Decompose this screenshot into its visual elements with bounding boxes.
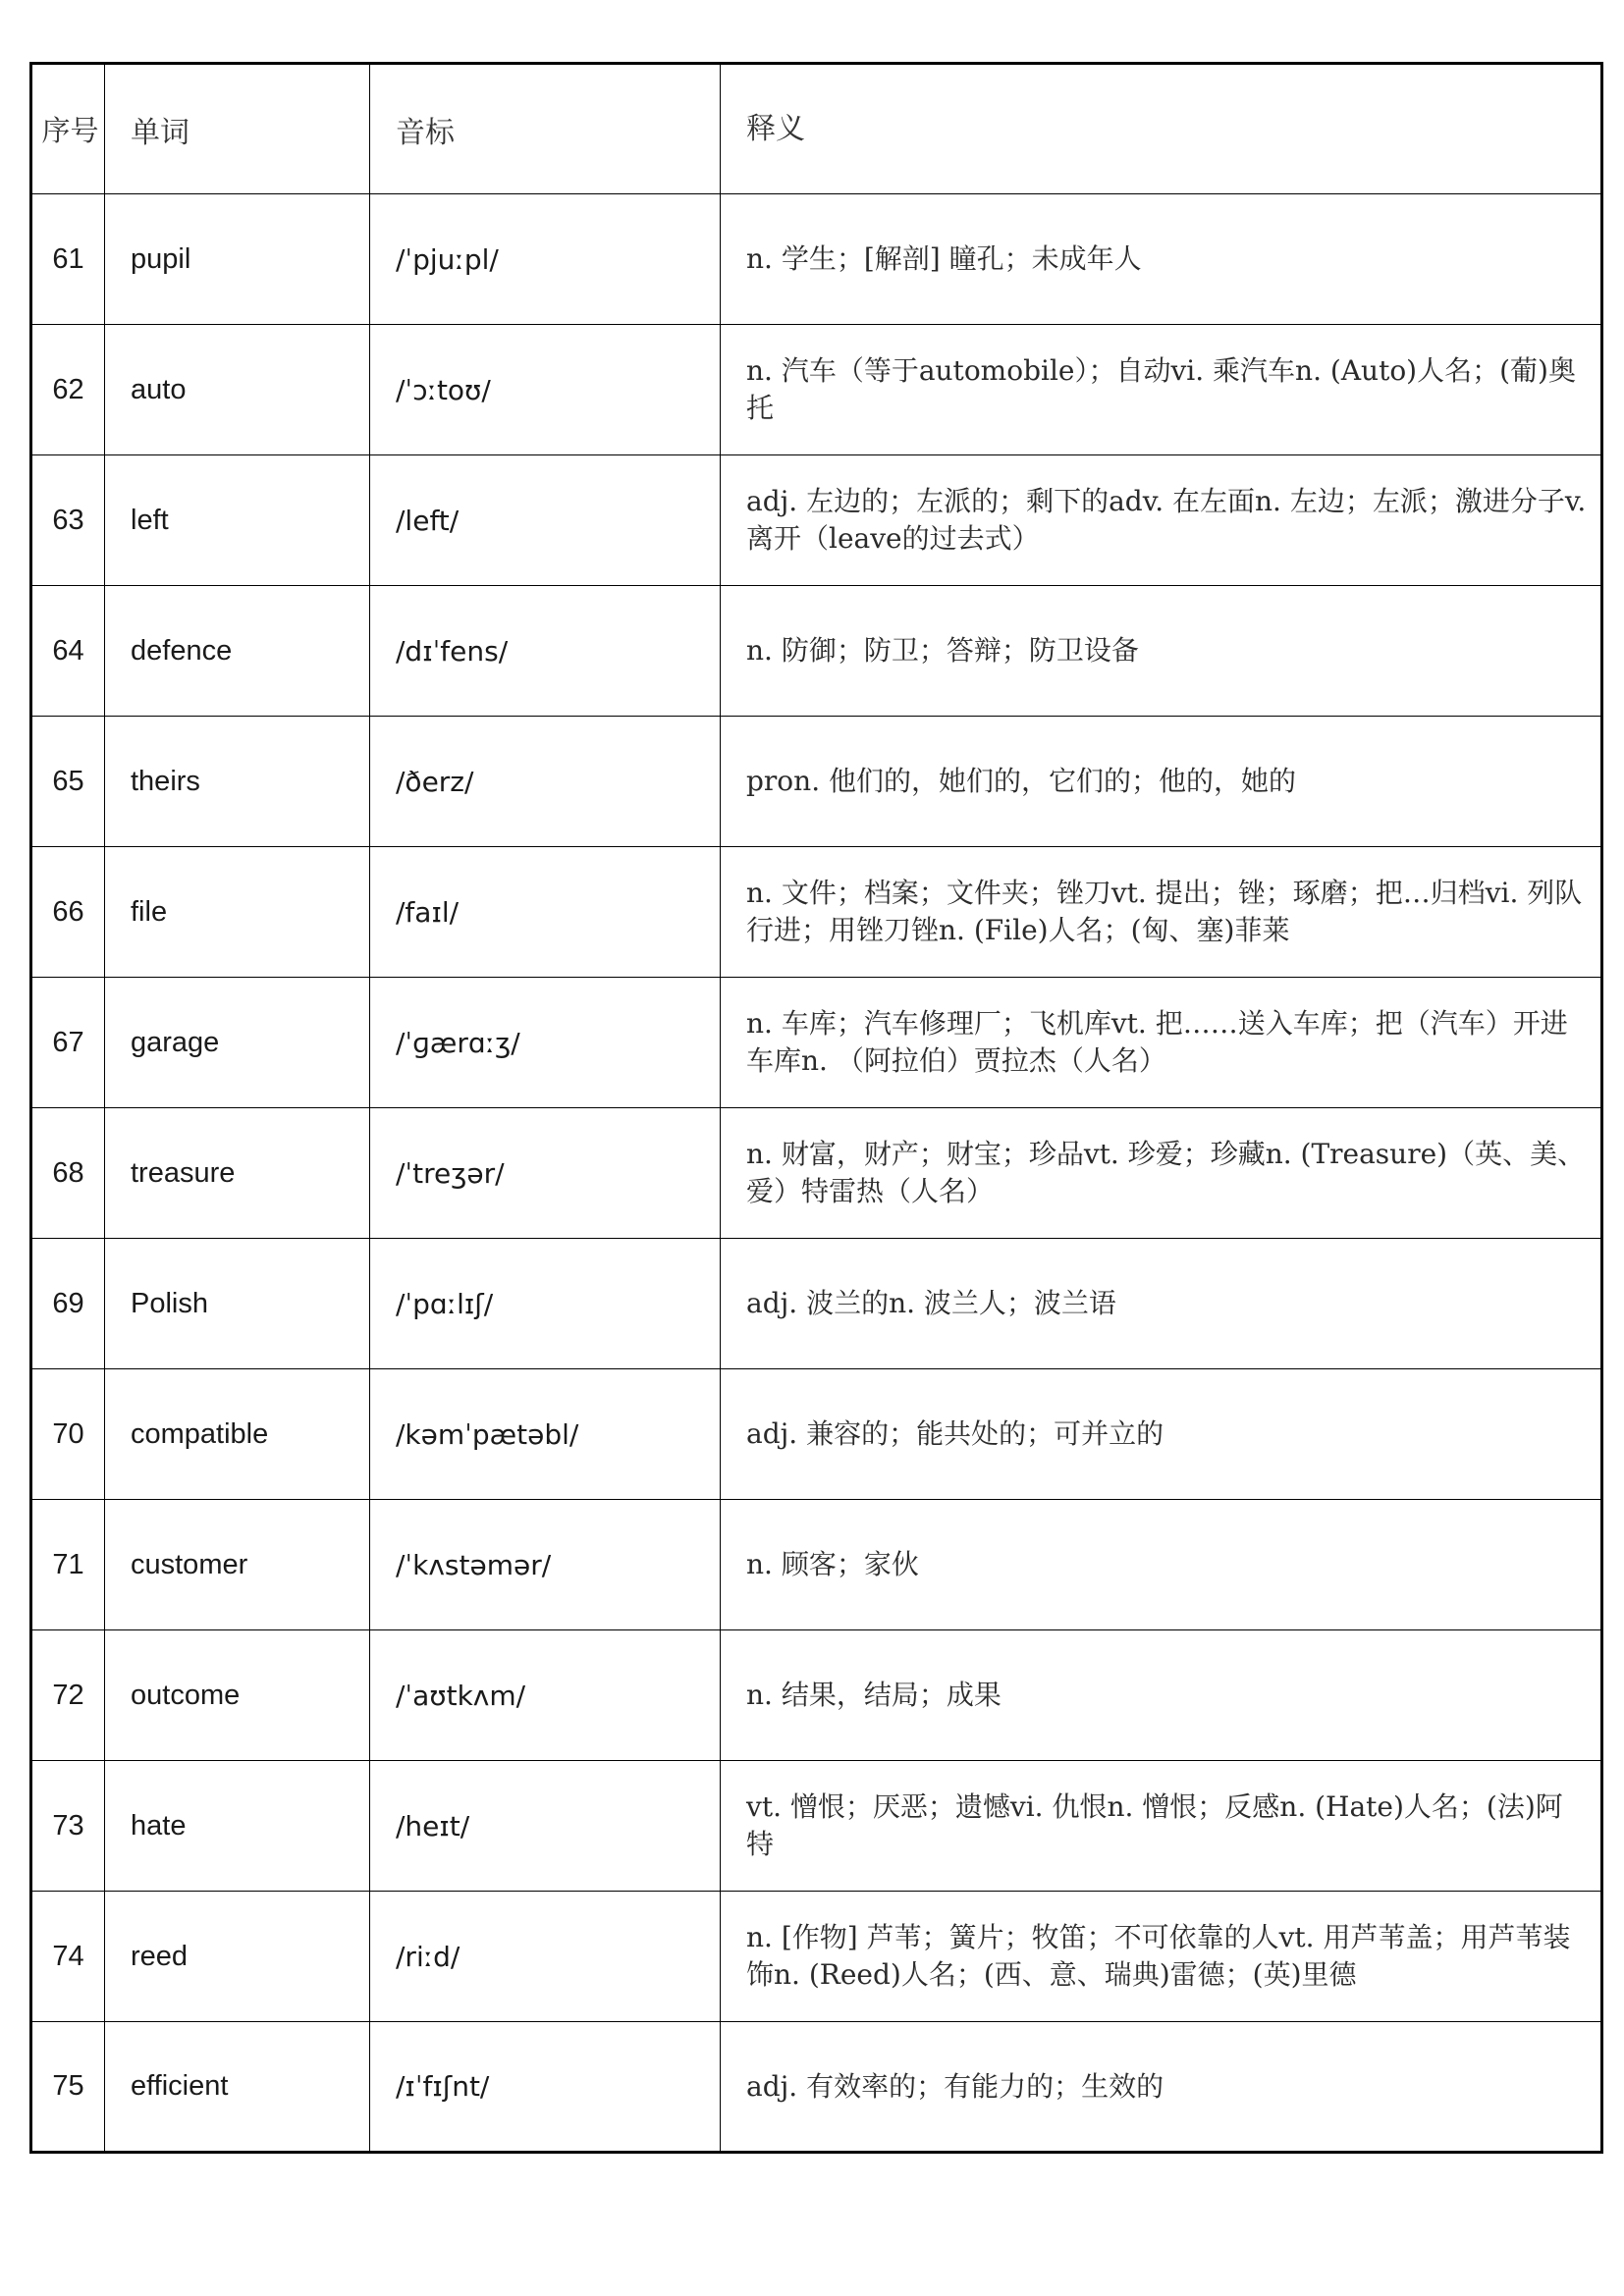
header-row	[31, 64, 1602, 194]
row-word: reed	[105, 1892, 370, 2022]
table-row	[31, 2022, 1602, 2153]
row-phonetic: /dɪˈfens/	[370, 586, 721, 717]
row-phonetic: /riːd/	[370, 1892, 721, 2022]
row-phonetic: /ðerz/	[370, 717, 721, 847]
table-row	[31, 586, 1602, 717]
row-word: outcome	[105, 1630, 370, 1761]
row-definition: adj. 有效率的；有能力的；生效的	[721, 2022, 1602, 2153]
row-word: left	[105, 455, 370, 586]
row-word: defence	[105, 586, 370, 717]
row-word: Polish	[105, 1239, 370, 1369]
row-word: pupil	[105, 194, 370, 325]
row-definition: n. 顾客；家伙	[721, 1500, 1602, 1630]
row-number: 68	[31, 1108, 105, 1239]
vocabulary-table	[29, 62, 1603, 2154]
row-phonetic: /kəmˈpætəbl/	[370, 1369, 721, 1500]
row-phonetic: /ˈkʌstəmər/	[370, 1500, 721, 1630]
row-word: treasure	[105, 1108, 370, 1239]
row-phonetic: /ˈaʊtkʌm/	[370, 1630, 721, 1761]
header-number: 序号	[31, 64, 105, 194]
row-definition: vt. 憎恨；厌恶；遗憾vi. 仇恨n. 憎恨；反感n. (Hate)人名；(法)阿特	[721, 1761, 1602, 1892]
row-word: auto	[105, 325, 370, 455]
row-word: garage	[105, 978, 370, 1108]
table-row	[31, 455, 1602, 586]
row-definition: pron. 他们的，她们的，它们的；他的，她的	[721, 717, 1602, 847]
row-word: compatible	[105, 1369, 370, 1500]
table-row	[31, 717, 1602, 847]
row-number: 75	[31, 2022, 105, 2153]
row-phonetic: /ˈtreʒər/	[370, 1108, 721, 1239]
row-definition: n. 防御；防卫；答辩；防卫设备	[721, 586, 1602, 717]
row-definition: adj. 波兰的n. 波兰人；波兰语	[721, 1239, 1602, 1369]
table-row	[31, 978, 1602, 1108]
table-row	[31, 1761, 1602, 1892]
row-definition: n. 汽车（等于automobile）；自动vi. 乘汽车n. (Auto)人名；(葡)奥托	[721, 325, 1602, 455]
row-number: 70	[31, 1369, 105, 1500]
row-definition: n. 学生；[解剖] 瞳孔；未成年人	[721, 194, 1602, 325]
row-phonetic: /left/	[370, 455, 721, 586]
header-word: 单词	[105, 64, 370, 194]
row-definition: n. 财富，财产；财宝；珍品vt. 珍爱；珍藏n. (Treasure)（英、美、爱）特雷热（人名）	[721, 1108, 1602, 1239]
row-number: 66	[31, 847, 105, 978]
row-definition: n. 文件；档案；文件夹；锉刀vt. 提出；锉；琢磨；把…归档vi. 列队行进；用锉刀锉n. (File)人名；(匈、塞)菲莱	[721, 847, 1602, 978]
row-phonetic: /faɪl/	[370, 847, 721, 978]
row-word: file	[105, 847, 370, 978]
row-number: 63	[31, 455, 105, 586]
row-definition: n. 结果，结局；成果	[721, 1630, 1602, 1761]
table-row	[31, 1500, 1602, 1630]
row-number: 73	[31, 1761, 105, 1892]
row-number: 74	[31, 1892, 105, 2022]
table-row	[31, 847, 1602, 978]
row-number: 61	[31, 194, 105, 325]
row-word: efficient	[105, 2022, 370, 2153]
row-word: hate	[105, 1761, 370, 1892]
header-phonetic: 音标	[370, 64, 721, 194]
row-number: 62	[31, 325, 105, 455]
row-definition: adj. 兼容的；能共处的；可并立的	[721, 1369, 1602, 1500]
row-word: customer	[105, 1500, 370, 1630]
table-row	[31, 1108, 1602, 1239]
vocabulary-table-body	[31, 64, 1602, 2153]
row-phonetic: /ɪˈfɪʃnt/	[370, 2022, 721, 2153]
row-definition: n. [作物] 芦苇；簧片；牧笛；不可依靠的人vt. 用芦苇盖；用芦苇装饰n. (Reed)人名；(西、意、瑞典)雷德；(英)里德	[721, 1892, 1602, 2022]
row-number: 69	[31, 1239, 105, 1369]
row-number: 67	[31, 978, 105, 1108]
row-definition: adj. 左边的；左派的；剩下的adv. 在左面n. 左边；左派；激进分子v. 离开（leave的过去式）	[721, 455, 1602, 586]
table-row	[31, 1630, 1602, 1761]
row-phonetic: /ˈɡærɑːʒ/	[370, 978, 721, 1108]
row-number: 71	[31, 1500, 105, 1630]
header-definition: 释义	[721, 64, 1602, 194]
table-row	[31, 1239, 1602, 1369]
row-phonetic: /ˈɔːtoʊ/	[370, 325, 721, 455]
row-phonetic: /ˈpjuːpl/	[370, 194, 721, 325]
table-row	[31, 325, 1602, 455]
table-row	[31, 1892, 1602, 2022]
row-phonetic: /heɪt/	[370, 1761, 721, 1892]
row-number: 64	[31, 586, 105, 717]
table-row	[31, 194, 1602, 325]
row-number: 65	[31, 717, 105, 847]
row-definition: n. 车库；汽车修理厂；飞机库vt. 把……送入车库；把（汽车）开进车库n. （阿拉伯）贾拉杰（人名）	[721, 978, 1602, 1108]
row-word: theirs	[105, 717, 370, 847]
row-phonetic: /ˈpɑːlɪʃ/	[370, 1239, 721, 1369]
row-number: 72	[31, 1630, 105, 1761]
table-row	[31, 1369, 1602, 1500]
